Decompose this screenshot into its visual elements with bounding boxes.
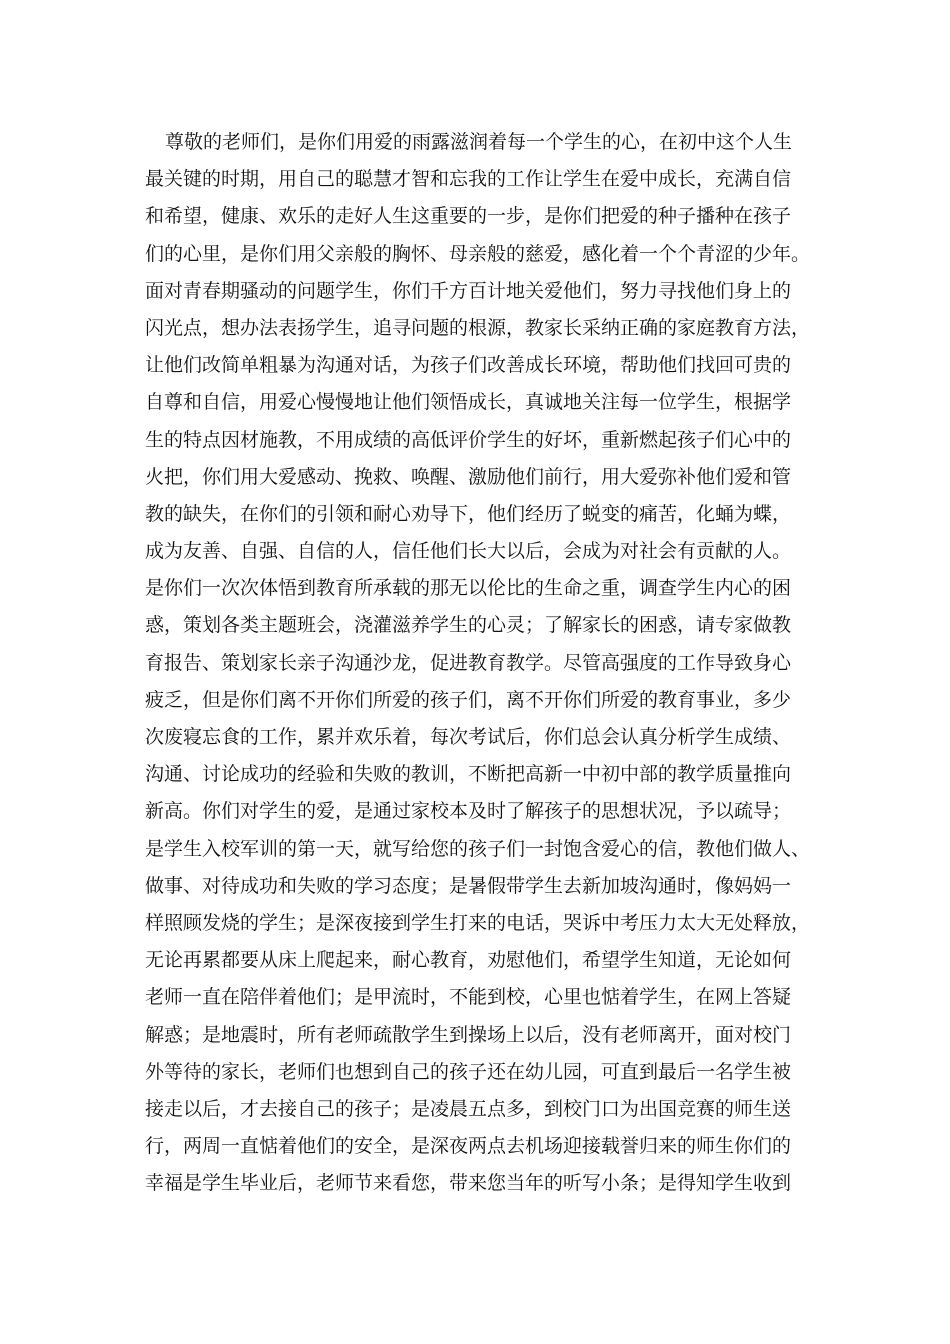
text-line: 育报告、策划家长亲子沟通沙龙，促进教育教学。尽管高强度的工作导致身心: [145, 651, 792, 674]
text-line: 闪光点，想办法表扬学生，追寻问题的根源，教家长采纳正确的家庭教育方法，: [145, 316, 811, 339]
text-line: 新高。你们对学生的爱，是通过家校本及时了解孩子的思想状况，予以疏导；: [145, 800, 792, 823]
text-line: 是学生入校军训的第一天，就写给您的孩子们一封饱含爱心的信，教他们做人、: [145, 837, 811, 860]
body-text: [145, 124, 825, 1202]
text-line: 最关键的时期，用自己的聪慧才智和忘我的工作让学生在爱中成长，充满自信: [145, 168, 792, 191]
text-line: 疲乏，但是你们离不开你们所爱的孩子们，离不开你们所爱的教育事业，多少: [145, 688, 792, 711]
text-line: 行，两周一直惦着他们的安全，是深夜两点去机场迎接载誉归来的师生你们的: [145, 1135, 792, 1158]
text-line: 无论再累都要从床上爬起来，耐心教育，劝慰他们，希望学生知道，无论如何: [145, 949, 792, 972]
text-line: 生的特点因材施教，不用成绩的高低评价学生的好坏，重新燃起孩子们心中的: [145, 428, 792, 451]
text-line: 自尊和自信，用爱心慢慢地让他们领悟成长，真诚地关注每一位学生，根据学: [145, 391, 792, 414]
text-line: 是你们一次次体悟到教育所承载的那无以伦比的生命之重，调查学生内心的困: [145, 577, 792, 600]
text-line: 和希望，健康、欢乐的走好人生这重要的一步，是你们把爱的种子播种在孩子: [145, 205, 792, 228]
text-line: 面对青春期骚动的问题学生，你们千方百计地关爱他们，努力寻找他们身上的: [145, 279, 792, 302]
text-line: 接走以后，才去接自己的孩子；是凌晨五点多，到校门口为出国竞赛的师生送: [145, 1097, 792, 1120]
text-line: 们的心里，是你们用父亲般的胸怀、母亲般的慈爱，感化着一个个青涩的少年。: [145, 242, 811, 265]
text-line: 外等待的家长，老师们也想到自己的孩子还在幼儿园，可直到最后一名学生被: [145, 1060, 792, 1083]
text-line: 成为友善、自强、自信的人，信任他们长大以后，会成为对社会有贡献的人。: [145, 540, 792, 563]
text-line: 老师一直在陪伴着他们；是甲流时，不能到校，心里也惦着学生，在网上答疑: [145, 986, 792, 1009]
text-line: 幸福是学生毕业后，老师节来看您，带来您当年的听写小条；是得知学生收到: [145, 1172, 792, 1195]
text-line: 沟通、讨论成功的经验和失败的教训，不断把高新一中初中部的教学质量推向: [145, 763, 792, 786]
text-line: 做事、对待成功和失败的学习态度；是暑假带学生去新加坡沟通时，像妈妈一: [145, 874, 792, 897]
text-line: 教的缺失，在你们的引领和耐心劝导下，他们经历了蜕变的痛苦，化蛹为蝶，: [145, 502, 792, 525]
text-line: 样照顾发烧的学生；是深夜接到学生打来的电话，哭诉中考压力太大无处释放，: [145, 911, 811, 934]
text-line: 解惑；是地震时，所有老师疏散学生到操场上以后，没有老师离开，面对校门: [145, 1023, 792, 1046]
text-line: 尊敬的老师们，是你们用爱的雨露滋润着每一个学生的心，在初中这个人生: [165, 131, 793, 153]
text-line: 火把，你们用大爱感动、挽救、唤醒、激励他们前行，用大爱弥补他们爱和管: [145, 465, 792, 488]
text-line: 让他们改简单粗暴为沟通对话，为孩子们改善成长环境，帮助他们找回可贵的: [145, 354, 792, 377]
text-line: 次废寝忘食的工作，累并欢乐着，每次考试后，你们总会认真分析学生成绩、: [145, 726, 792, 748]
text-line: 惑，策划各类主题班会，浇灌滋养学生的心灵；了解家长的困惑，请专家做教: [145, 614, 792, 637]
